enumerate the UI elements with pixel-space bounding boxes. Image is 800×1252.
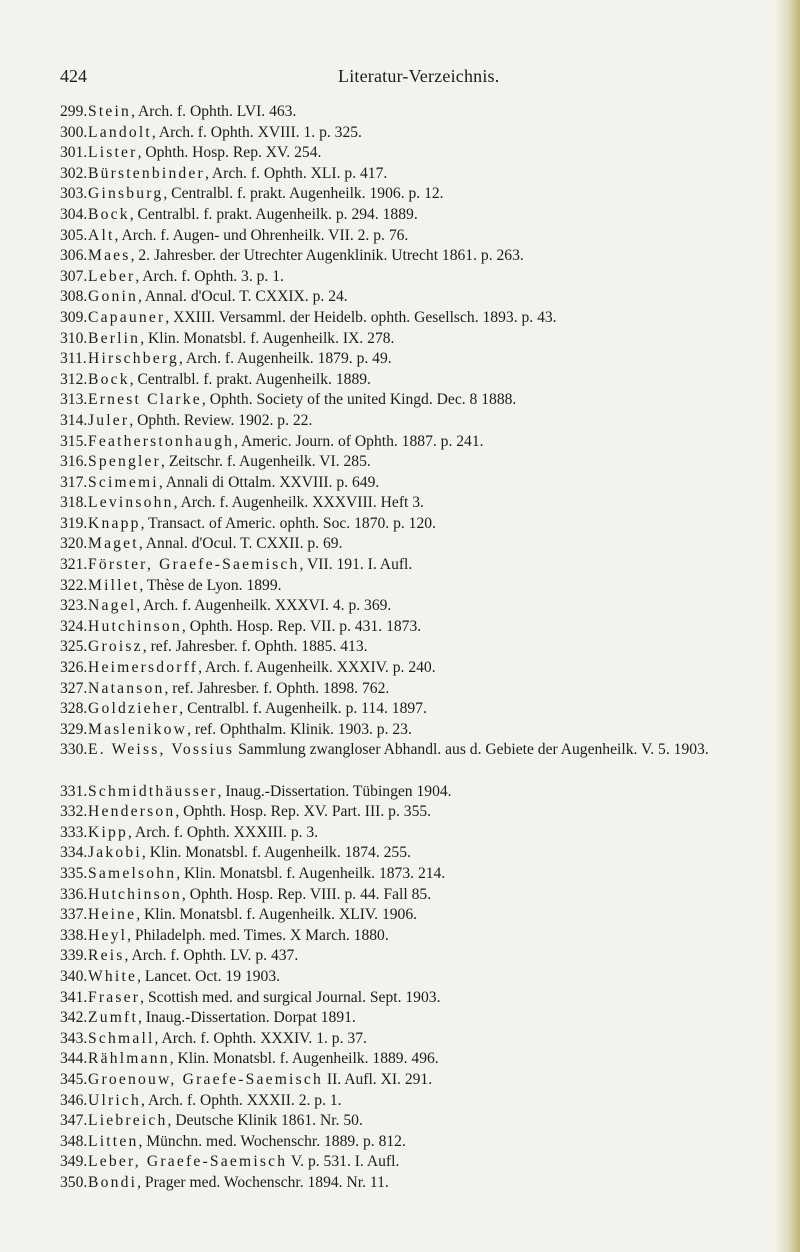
reference-text bbox=[88, 143, 780, 164]
reference-text bbox=[88, 123, 780, 144]
reference-number: 309. bbox=[60, 308, 88, 326]
reference-text bbox=[88, 329, 780, 350]
reference-number: 318. bbox=[60, 494, 88, 512]
reference-text bbox=[88, 1029, 780, 1050]
reference-entry bbox=[60, 720, 780, 741]
reference-author: Leber bbox=[88, 267, 136, 285]
reference-source: , ref. Ophthalm. Klinik. 1903. p. 23. bbox=[187, 720, 412, 738]
reference-entry bbox=[60, 1173, 780, 1194]
reference-author: Groisz bbox=[88, 638, 143, 656]
reference-text bbox=[88, 1173, 780, 1194]
reference-author: Leber, Graefe-Saemisch bbox=[88, 1153, 288, 1171]
reference-text bbox=[88, 679, 780, 700]
reference-source: , Centralbl. f. prakt. Augenheilk. p. 294. 1889. bbox=[129, 205, 418, 223]
reference-author: White bbox=[88, 967, 138, 985]
reference-source: , Arch. f. Ophth. XVIII. 1. p. 325. bbox=[151, 123, 362, 141]
reference-entry bbox=[60, 370, 780, 391]
reference-author: Landolt bbox=[88, 123, 152, 141]
reference-author: Förster, Graefe-Saemisch bbox=[88, 556, 300, 574]
reference-source: , Arch. f. Ophth. XXXIII. p. 3. bbox=[128, 823, 319, 841]
reference-source: , Klin. Monatsbl. f. Augenheilk. 1873. 214. bbox=[176, 864, 446, 882]
reference-number: 328. bbox=[60, 700, 88, 718]
reference-source: , Centralbl. f. Augenheilk. p. 114. 1897. bbox=[179, 700, 427, 718]
reference-source: , Arch. f. Ophth. LV. p. 437. bbox=[124, 947, 299, 965]
reference-author: Samelsohn bbox=[88, 864, 177, 882]
reference-source: , XXIII. Versamml. der Heidelb. ophth. Gesellsch. 1893. p. 43. bbox=[165, 308, 557, 326]
reference-author: Bürstenbinder bbox=[88, 164, 205, 182]
reference-entry bbox=[60, 246, 780, 267]
reference-author: Spengler bbox=[88, 453, 162, 471]
reference-entry bbox=[60, 576, 780, 597]
reference-entry bbox=[60, 864, 780, 885]
reference-source: , ref. Jahresber. f. Ophth. 1898. 762. bbox=[164, 679, 390, 697]
reference-entry bbox=[60, 123, 780, 144]
reference-number: 348. bbox=[60, 1132, 88, 1150]
reference-entry bbox=[60, 205, 780, 226]
reference-source: , VII. 191. I. Aufl. bbox=[299, 556, 413, 574]
reference-source: , Arch. f. Ophth. XXXIV. 1. p. 37. bbox=[154, 1029, 367, 1047]
reference-source: , Prager med. Wochenschr. 1894. Nr. 11. bbox=[137, 1173, 389, 1191]
reference-author: Fraser bbox=[88, 988, 141, 1006]
reference-number: 333. bbox=[60, 823, 88, 841]
reference-author: Ernest Clarke bbox=[88, 391, 202, 409]
reference-author: E. Weiss, Vossius bbox=[88, 741, 235, 759]
reference-entry bbox=[60, 1152, 780, 1173]
reference-entry bbox=[60, 432, 780, 453]
reference-number: 308. bbox=[60, 288, 88, 306]
reference-entry bbox=[60, 164, 780, 185]
reference-text bbox=[88, 823, 780, 844]
reference-text bbox=[88, 370, 780, 391]
reference-text bbox=[88, 349, 780, 370]
reference-entry bbox=[60, 143, 780, 164]
reference-author: Maget bbox=[88, 535, 139, 553]
reference-source: , Zeitschr. f. Augenheilk. VI. 285. bbox=[161, 453, 371, 471]
reference-source: , Münchn. med. Wochenschr. 1889. p. 812. bbox=[138, 1132, 406, 1150]
reference-source: , Arch. f. Ophth. 3. p. 1. bbox=[135, 267, 284, 285]
reference-number: 331. bbox=[60, 782, 88, 800]
reference-number: 326. bbox=[60, 659, 88, 677]
reference-author: Goldzieher bbox=[88, 700, 180, 718]
reference-author: Scimemi bbox=[88, 473, 159, 491]
reference-author: Nagel bbox=[88, 597, 137, 615]
reference-number: 315. bbox=[60, 432, 88, 450]
reference-entry bbox=[60, 843, 780, 864]
reference-entry bbox=[60, 1132, 780, 1153]
reference-number: 336. bbox=[60, 885, 88, 903]
reference-author: Schmall bbox=[88, 1029, 155, 1047]
reference-entry bbox=[60, 679, 780, 700]
reference-text bbox=[88, 308, 780, 329]
reference-author: Hirschberg bbox=[88, 350, 179, 368]
reference-source: , Arch. f. Augenheilk. XXXIV. p. 240. bbox=[198, 659, 436, 677]
reference-text bbox=[88, 205, 780, 226]
reference-text bbox=[88, 473, 780, 494]
reference-author: Stein bbox=[88, 103, 132, 120]
reference-entry bbox=[60, 946, 780, 967]
reference-source: , Lancet. Oct. 19 1903. bbox=[137, 967, 281, 985]
reference-author: Levinsohn bbox=[88, 494, 174, 512]
reference-author: Hutchinson bbox=[88, 617, 182, 635]
reference-author: Heimersdorff bbox=[88, 659, 199, 677]
reference-source: , Scottish med. and surgical Journal. Sept. 1903. bbox=[140, 988, 441, 1006]
reference-list bbox=[60, 102, 780, 1193]
reference-entry bbox=[60, 699, 780, 720]
reference-entry bbox=[60, 555, 780, 576]
reference-author: Rählmann bbox=[88, 1050, 170, 1068]
reference-entry bbox=[60, 349, 780, 370]
reference-entry bbox=[60, 226, 780, 247]
reference-number: 322. bbox=[60, 576, 88, 594]
reference-number: 313. bbox=[60, 391, 88, 409]
reference-number: 334. bbox=[60, 844, 88, 862]
reference-author: Ulrich bbox=[88, 1091, 142, 1109]
reference-text bbox=[88, 946, 780, 967]
reference-source: , 2. Jahresber. der Utrechter Augenklinik. Utrecht 1861. p. 263. bbox=[130, 247, 524, 265]
reference-text bbox=[88, 637, 780, 658]
reference-text bbox=[88, 287, 780, 308]
reference-text bbox=[88, 843, 780, 864]
reference-text bbox=[88, 452, 780, 473]
reference-source: , Ophth. Hosp. Rep. XV. 254. bbox=[137, 144, 322, 162]
reference-text bbox=[88, 1070, 780, 1091]
reference-number: 320. bbox=[60, 535, 88, 553]
reference-author: Juler bbox=[88, 411, 130, 429]
reference-source: V. p. 531. I. Aufl. bbox=[287, 1153, 400, 1171]
reference-author: Jakobi bbox=[88, 844, 142, 862]
reference-number: 306. bbox=[60, 247, 88, 265]
reference-number: 339. bbox=[60, 947, 88, 965]
reference-author: Reis bbox=[88, 947, 125, 965]
reference-entry bbox=[60, 1091, 780, 1112]
reference-text bbox=[88, 926, 780, 947]
reference-entry bbox=[60, 473, 780, 494]
reference-entry bbox=[60, 926, 780, 947]
reference-entry bbox=[60, 885, 780, 906]
reference-source: , Americ. Journ. of Ophth. 1887. p. 241. bbox=[234, 432, 484, 450]
reference-number: 324. bbox=[60, 617, 88, 635]
reference-entry bbox=[60, 102, 780, 123]
reference-author: Bock bbox=[88, 205, 130, 223]
reference-number: 346. bbox=[60, 1091, 88, 1109]
reference-number: 345. bbox=[60, 1070, 88, 1088]
reference-text bbox=[88, 267, 780, 288]
reference-entry bbox=[60, 329, 780, 350]
reference-number: 317. bbox=[60, 473, 88, 491]
reference-author: Litten bbox=[88, 1132, 139, 1150]
reference-text bbox=[88, 184, 780, 205]
reference-number: 332. bbox=[60, 803, 88, 821]
reference-entry bbox=[60, 802, 780, 823]
reference-entry bbox=[60, 514, 780, 535]
reference-author: Maslenikow bbox=[88, 720, 188, 738]
reference-number: 344. bbox=[60, 1050, 88, 1068]
reference-text bbox=[88, 1049, 780, 1070]
reference-text bbox=[88, 1111, 780, 1132]
reference-author: Hutchinson bbox=[88, 885, 182, 903]
reference-author: Liebreich bbox=[88, 1112, 168, 1130]
reference-entry bbox=[60, 637, 780, 658]
reference-number: 307. bbox=[60, 267, 88, 285]
reference-text bbox=[88, 596, 780, 617]
reference-source: , Arch. f. Augenheilk. XXXVI. 4. p. 369. bbox=[136, 597, 392, 615]
reference-text bbox=[88, 102, 780, 123]
reference-text bbox=[88, 411, 780, 432]
reference-entry bbox=[60, 534, 780, 555]
reference-number: 327. bbox=[60, 679, 88, 697]
reference-entry bbox=[60, 411, 780, 432]
reference-number: 342. bbox=[60, 1009, 88, 1027]
reference-text bbox=[88, 1132, 780, 1153]
reference-source: , Centralbl. f. prakt. Augenheilk. 1906. p. 12. bbox=[163, 185, 444, 203]
reference-author: Millet bbox=[88, 576, 140, 594]
reference-number: 303. bbox=[60, 185, 88, 203]
reference-entry bbox=[60, 267, 780, 288]
reference-entry bbox=[60, 1029, 780, 1050]
reference-text bbox=[88, 740, 780, 781]
reference-source: , ref. Jahresber. f. Ophth. 1885. 413. bbox=[142, 638, 368, 656]
reference-author: Bondi bbox=[88, 1173, 138, 1191]
reference-entry bbox=[60, 287, 780, 308]
reference-source: , Ophth. Review. 1902. p. 22. bbox=[129, 411, 313, 429]
reference-text bbox=[88, 1008, 780, 1029]
reference-author: Alt bbox=[88, 226, 115, 244]
reference-author: Henderson bbox=[88, 803, 176, 821]
reference-text bbox=[88, 782, 780, 803]
reference-text bbox=[88, 1091, 780, 1112]
reference-number: 323. bbox=[60, 597, 88, 615]
running-title: Literatur-Verzeichnis. bbox=[338, 66, 500, 86]
reference-entry bbox=[60, 967, 780, 988]
reference-text bbox=[88, 658, 780, 679]
reference-number: 310. bbox=[60, 329, 88, 347]
reference-source: , Transact. of Americ. ophth. Soc. 1870. p. 120. bbox=[140, 514, 436, 532]
reference-source: Sammlung zwangloser Abhandl. aus d. Gebiete der Augenheilk. V. 5. 1903. bbox=[234, 741, 709, 759]
reference-entry bbox=[60, 740, 780, 781]
reference-source: , Arch. f. Ophth. XLI. p. 417. bbox=[204, 164, 388, 182]
reference-author: Featherstonhaugh bbox=[88, 432, 235, 450]
reference-number: 301. bbox=[60, 144, 88, 162]
reference-author: Berlin bbox=[88, 329, 141, 347]
reference-number: 330. bbox=[60, 741, 88, 759]
reference-text bbox=[88, 226, 780, 247]
reference-author: Gonin bbox=[88, 288, 138, 306]
reference-entry bbox=[60, 823, 780, 844]
reference-number: 325. bbox=[60, 638, 88, 656]
reference-number: 343. bbox=[60, 1029, 88, 1047]
reference-author: Knapp bbox=[88, 514, 141, 532]
reference-number: 350. bbox=[60, 1173, 88, 1191]
reference-text bbox=[88, 967, 780, 988]
reference-source: , Inaug.-Dissertation. Dorpat 1891. bbox=[137, 1009, 356, 1027]
reference-author: Zumft bbox=[88, 1009, 138, 1027]
reference-author: Groenouw, Graefe-Saemisch bbox=[88, 1070, 323, 1088]
reference-source: , Annal. d'Ocul. T. CXXII. p. 69. bbox=[138, 535, 343, 553]
reference-text bbox=[88, 802, 780, 823]
reference-number: 340. bbox=[60, 967, 88, 985]
reference-entry bbox=[60, 658, 780, 679]
reference-entry bbox=[60, 390, 780, 411]
reference-number: 341. bbox=[60, 988, 88, 1006]
reference-number: 302. bbox=[60, 164, 88, 182]
reference-entry bbox=[60, 1008, 780, 1029]
reference-number: 316. bbox=[60, 453, 88, 471]
reference-source: , Klin. Monatsbl. f. Augenheilk. IX. 278. bbox=[140, 329, 395, 347]
reference-number: 312. bbox=[60, 370, 88, 388]
reference-entry bbox=[60, 617, 780, 638]
reference-number: 314. bbox=[60, 411, 88, 429]
reference-number: 300. bbox=[60, 123, 88, 141]
reference-text bbox=[88, 699, 780, 720]
reference-number: 304. bbox=[60, 205, 88, 223]
page-header bbox=[0, 66, 800, 90]
reference-entry bbox=[60, 1070, 780, 1091]
reference-text bbox=[88, 988, 780, 1009]
reference-source: , Klin. Monatsbl. f. Augenheilk. 1889. 496. bbox=[169, 1050, 439, 1068]
reference-entry bbox=[60, 493, 780, 514]
reference-author: Capauner bbox=[88, 308, 166, 326]
reference-source: , Arch. f. Augenheilk. 1879. p. 49. bbox=[179, 350, 392, 368]
reference-author: Maes bbox=[88, 247, 131, 265]
reference-text bbox=[88, 1152, 780, 1173]
reference-source: , Ophth. Hosp. Rep. XV. Part. III. p. 355. bbox=[175, 803, 432, 821]
reference-author: Heine bbox=[88, 906, 137, 924]
reference-source: II. Aufl. XI. 291. bbox=[322, 1070, 433, 1088]
reference-text bbox=[88, 514, 780, 535]
reference-source: , Centralbl. f. prakt. Augenheilk. 1889. bbox=[129, 370, 371, 388]
reference-number: 305. bbox=[60, 226, 88, 244]
reference-text bbox=[88, 534, 780, 555]
reference-text bbox=[88, 885, 780, 906]
reference-source: , Ophth. Hosp. Rep. VIII. p. 44. Fall 85. bbox=[181, 885, 432, 903]
reference-source: , Arch. f. Augenheilk. XXXVIII. Heft 3. bbox=[173, 494, 424, 512]
reference-author: Natanson bbox=[88, 679, 165, 697]
reference-author: Heyl bbox=[88, 926, 128, 944]
reference-entry bbox=[60, 1111, 780, 1132]
reference-number: 337. bbox=[60, 906, 88, 924]
reference-number: 321. bbox=[60, 556, 88, 574]
reference-entry bbox=[60, 782, 780, 803]
reference-source: , Thèse de Lyon. 1899. bbox=[139, 576, 282, 594]
reference-text bbox=[88, 555, 780, 576]
reference-number: 311. bbox=[60, 350, 87, 368]
reference-text bbox=[88, 390, 780, 411]
reference-text bbox=[88, 576, 780, 597]
reference-entry bbox=[60, 905, 780, 926]
reference-source: , Arch. f. Augen- und Ohrenheilk. VII. 2. p. 76. bbox=[114, 226, 409, 244]
reference-number: 349. bbox=[60, 1153, 88, 1171]
reference-number: 347. bbox=[60, 1112, 88, 1130]
reference-number: 319. bbox=[60, 514, 88, 532]
reference-source: , Ophth. Hosp. Rep. VII. p. 431. 1873. bbox=[181, 617, 422, 635]
reference-source: , Arch. f. Ophth. LVI. 463. bbox=[131, 103, 297, 120]
reference-source: , Klin. Monatsbl. f. Augenheilk. 1874. 255. bbox=[141, 844, 411, 862]
reference-entry bbox=[60, 308, 780, 329]
reference-source: , Ophth. Society of the united Kingd. Dec. 8 1888. bbox=[201, 391, 517, 409]
reference-number: 329. bbox=[60, 720, 88, 738]
reference-author: Bock bbox=[88, 370, 130, 388]
reference-source: , Annali di Ottalm. XXVIII. p. 649. bbox=[158, 473, 380, 491]
reference-number: 338. bbox=[60, 926, 88, 944]
reference-source: , Philadelph. med. Times. X March. 1880. bbox=[127, 926, 389, 944]
reference-text bbox=[88, 164, 780, 185]
reference-entry bbox=[60, 184, 780, 205]
reference-text bbox=[88, 432, 780, 453]
reference-source: , Arch. f. Ophth. XXXII. 2. p. 1. bbox=[141, 1091, 342, 1109]
reference-source: , Deutsche Klinik 1861. Nr. 50. bbox=[167, 1112, 363, 1130]
reference-text bbox=[88, 246, 780, 267]
reference-source: , Inaug.-Dissertation. Tübingen 1904. bbox=[217, 782, 452, 800]
reference-author: Schmidthäusser bbox=[88, 782, 218, 800]
reference-source: , Annal. d'Ocul. T. CXXIX. p. 24. bbox=[137, 288, 348, 306]
reference-entry bbox=[60, 452, 780, 473]
reference-number: 335. bbox=[60, 864, 88, 882]
reference-text bbox=[88, 617, 780, 638]
reference-entry bbox=[60, 988, 780, 1009]
reference-source: , Klin. Monatsbl. f. Augenheilk. XLIV. 1906. bbox=[136, 906, 418, 924]
reference-text bbox=[88, 864, 780, 885]
reference-text bbox=[88, 493, 780, 514]
reference-entry bbox=[60, 1049, 780, 1070]
reference-number: 299. bbox=[60, 103, 88, 120]
reference-author: Kipp bbox=[88, 823, 128, 841]
reference-entry bbox=[60, 596, 780, 617]
reference-text bbox=[88, 720, 780, 741]
page-number: 424 bbox=[60, 66, 87, 86]
reference-author: Lister bbox=[88, 144, 138, 162]
reference-author: Ginsburg bbox=[88, 185, 164, 203]
reference-text bbox=[88, 905, 780, 926]
